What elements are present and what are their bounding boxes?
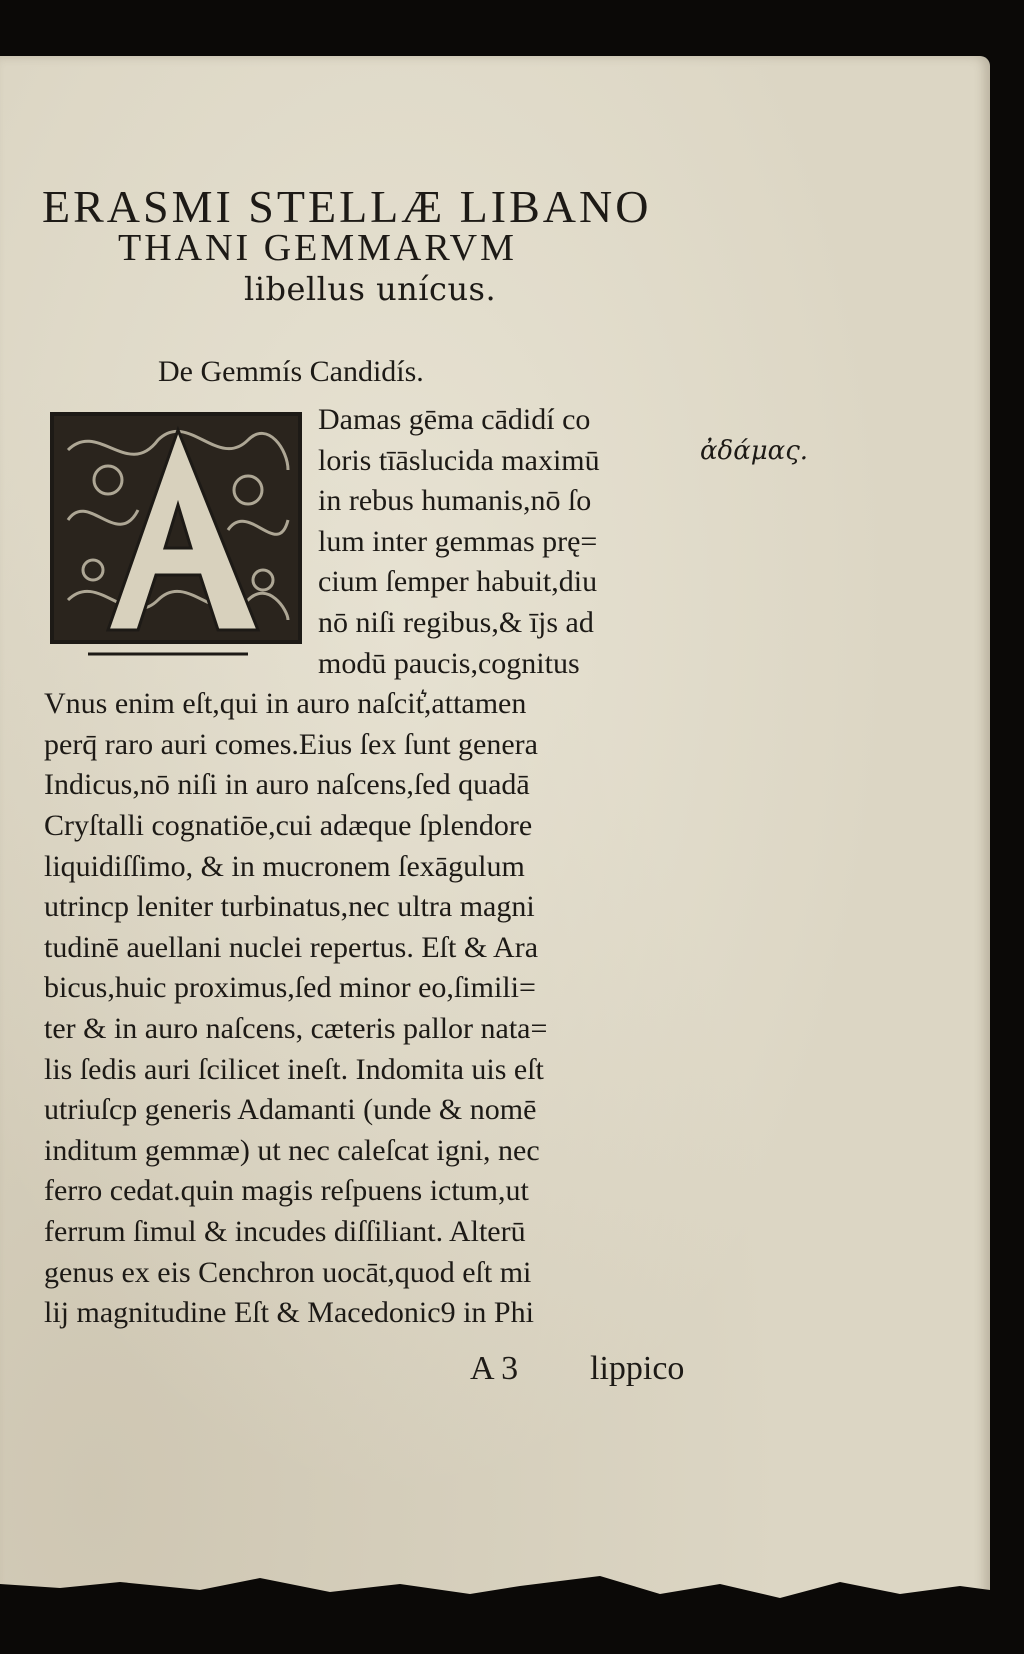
text-line: in rebus humanis,nō ſo <box>318 484 592 518</box>
text-line: nō niſi regibus,& ījs ad <box>318 606 594 639</box>
torn-page-edge <box>0 1564 990 1654</box>
section-heading: De Gemmís Candidís. <box>158 355 424 388</box>
text-line: Damas gēma cādidí co <box>318 403 591 436</box>
text-line: Vnus enim eſt,qui in auro naſcit͛,attamen <box>44 687 527 721</box>
text-line: loris tīāslucida maximū <box>318 443 600 477</box>
text-line: tudinē auellani nuclei repertus. Eſt & Ara <box>44 930 539 964</box>
catchword: lippico <box>590 1350 685 1387</box>
text-line: inditum gemmæ) ut nec caleſcat igni, nec <box>44 1133 540 1167</box>
text-line: bicus,huic proximus,ſed minor eo,ſimili= <box>44 971 536 1005</box>
text-line: cium ſemper habuit,diu <box>318 565 598 599</box>
title-line-1: ERASMI STELLÆ LIBANO <box>42 181 652 232</box>
text-line: liquidiſſimo, & in mucronem ſexāgulum <box>44 849 525 883</box>
text-line: perq̄ raro auri comes.Eius ſex ſunt genera <box>44 727 538 761</box>
greek-margin-note: ἀδάμας. <box>700 436 809 466</box>
text-line: lij magnitudine Eſt & Macedonic9 in Phi <box>44 1296 534 1330</box>
text-line: lum inter gemmas prę= <box>318 524 598 558</box>
text-line: ferro cedat.quin magis reſpuens ictum,ut <box>44 1174 529 1208</box>
text-line: Indicus,nō niſi in auro naſcens,ſed quadā <box>44 768 530 802</box>
text-line: ter & in auro naſcens, cæteris pallor nata= <box>44 1012 548 1045</box>
text-line: lis ſedis auri ſcilicet ineſt. Indomita uis eſt <box>44 1052 544 1086</box>
text-line: Cryſtalli cognatiōe,cui adæque ſplendore <box>44 809 533 842</box>
title-line-2: THANI GEMMARVM <box>118 227 517 269</box>
title-line-3: libellus unícus. <box>244 270 497 308</box>
text-line: modū paucis,cognitus <box>318 646 580 680</box>
signature-mark: A 3 <box>470 1350 519 1387</box>
text-line: utrincp leniter turbinatus,nec ultra magni <box>44 890 535 924</box>
text-line: ferrum ſimul & incudes diſſiliant. Alterū <box>44 1215 526 1248</box>
text-line: genus ex eis Cenchron uocāt,quod eſt mi <box>44 1255 532 1289</box>
text-line: utriuſcp generis Adamanti (unde & nomē <box>44 1093 537 1127</box>
decorated-initial-a <box>48 410 308 660</box>
